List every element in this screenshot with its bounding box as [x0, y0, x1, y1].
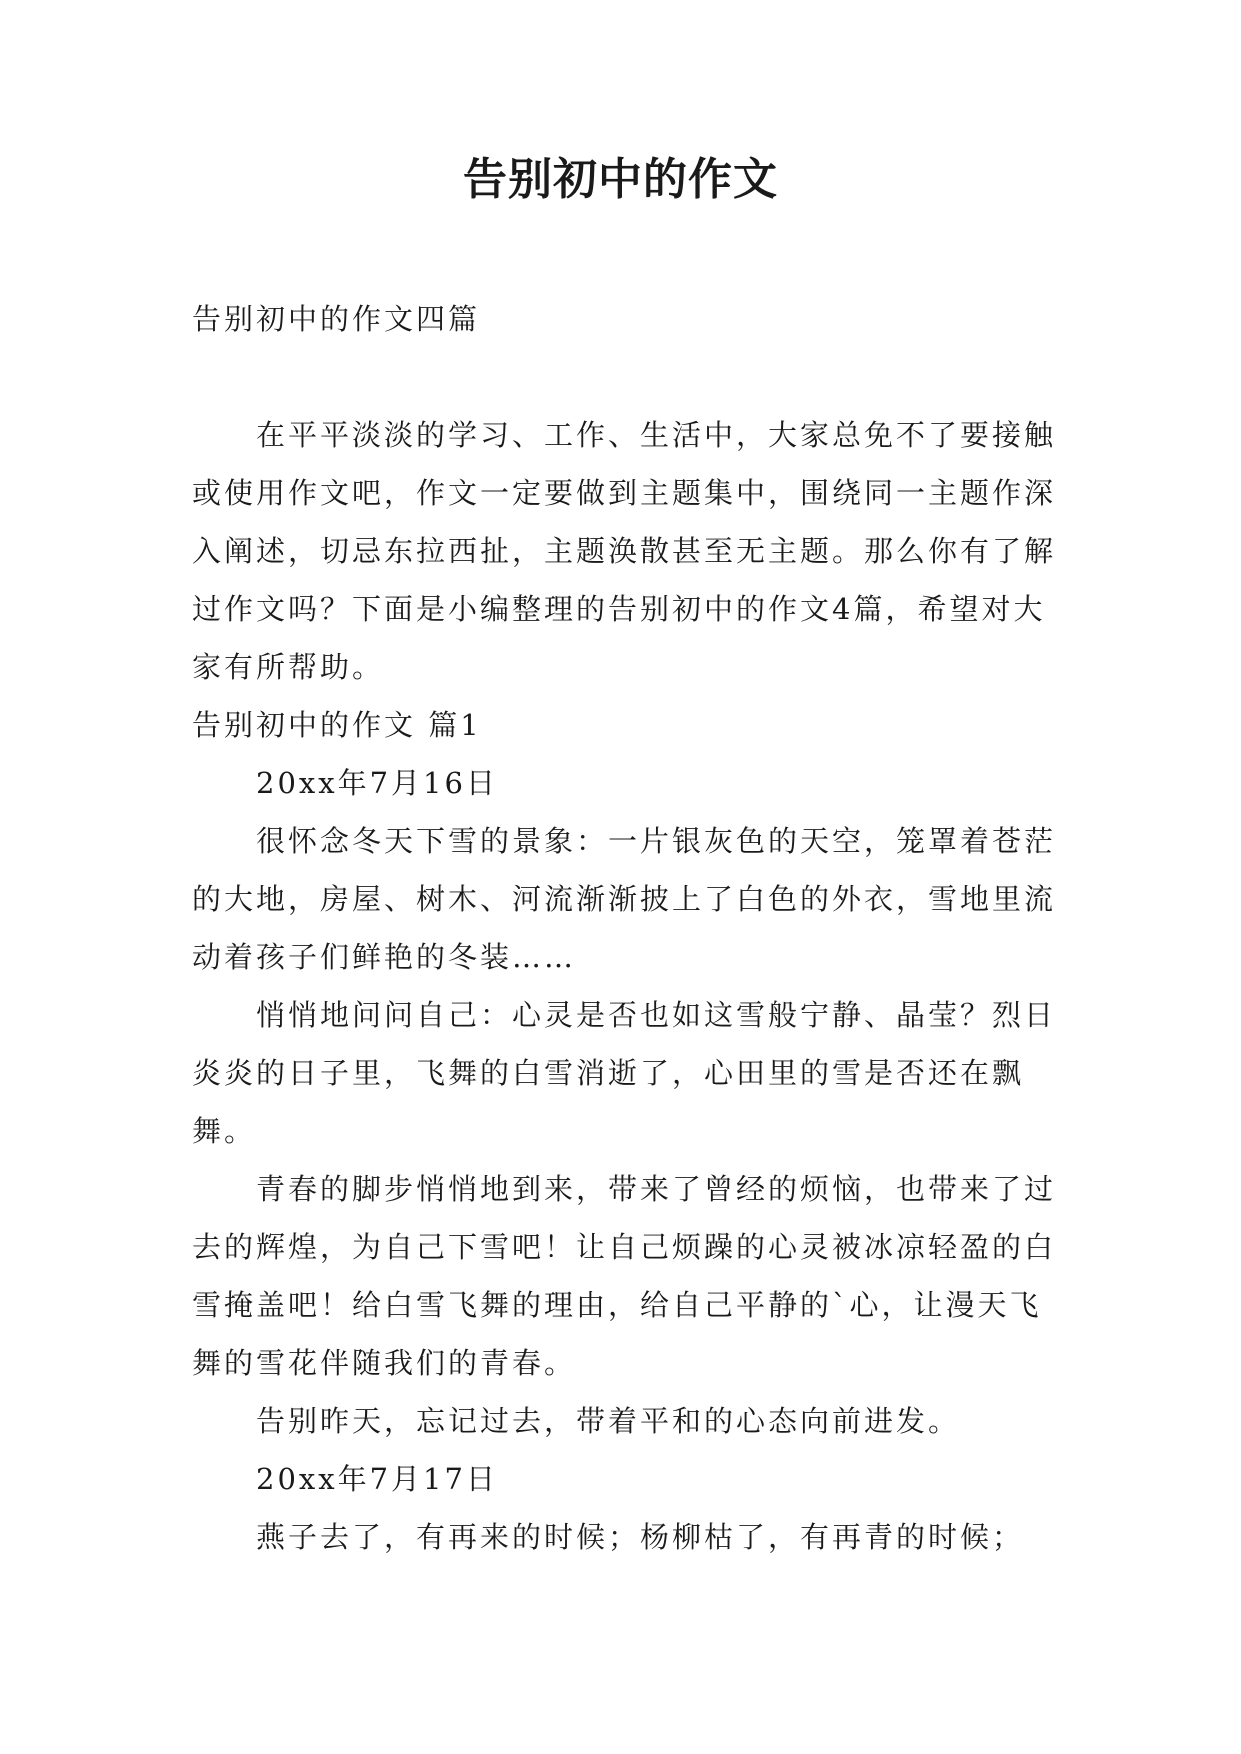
paragraph: 告别昨天，忘记过去，带着平和的心态向前进发。 [256, 1404, 961, 1438]
paragraph: 燕子去了，有再来的时候；杨柳枯了，有再青的时候； [256, 1520, 1025, 1554]
paragraph: 青春的脚步悄悄地到来，带来了曾经的烦恼，也带来了过去的辉煌，为自己下雪吧！让自己烦躁的心灵被冰凉轻盈的白雪掩盖吧！给白雪飞舞的理由，给自己平静的`心，让漫天飞舞的雪花伴随我们的青春。 [192, 1172, 1057, 1380]
paragraph: 很怀念冬天下雪的景象：一片银灰色的天空，笼罩着苍茫的大地，房屋、树木、河流渐渐披上了白色的外衣，雪地里流动着孩子们鲜艳的冬装…… [192, 824, 1057, 974]
document-title: 告别初中的作文 [463, 154, 778, 205]
section-heading: 告别初中的作文 篇1 [192, 708, 482, 742]
date-line: 20xx年7月17日 [256, 1462, 498, 1496]
paragraph-intro: 在平平淡淡的学习、工作、生活中，大家总免不了要接触或使用作文吧，作文一定要做到主题集中，围绕同一主题作深入阐述，切忌东拉西扯，主题涣散甚至无主题。那么你有了解过作文吗？下面是小编整理的告别初中的作文4篇，希望对大家有所帮助。 [192, 418, 1057, 684]
document-body [192, 290, 1072, 1566]
paragraph: 悄悄地问问自己：心灵是否也如这雪般宁静、晶莹？烈日炎炎的日子里，飞舞的白雪消逝了，心田里的雪是否还在飘舞。 [192, 998, 1057, 1148]
document-subtitle: 告别初中的作文四篇 [192, 302, 481, 336]
date-line: 20xx年7月16日 [256, 766, 498, 800]
